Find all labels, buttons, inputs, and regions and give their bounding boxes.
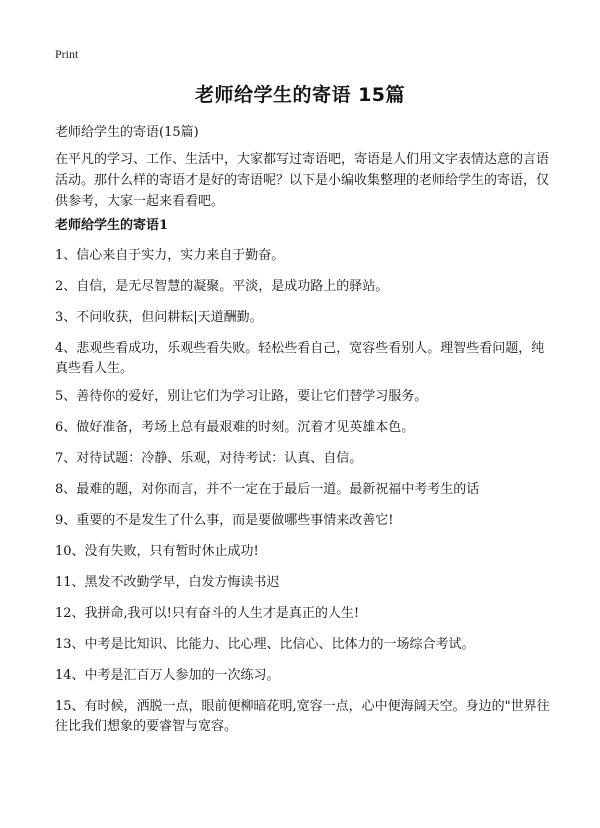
list-item: 3、不问收获，但问耕耘|天道酬勤。: [55, 310, 263, 325]
list-item: 11、黑发不改勤学早，白发方悔读书迟: [55, 575, 280, 590]
list-item: 9、重要的不是发生了什么事，而是要做哪些事情来改善它!: [55, 513, 394, 528]
list-item: 4、悲观些看成功，乐观些看失败。轻松些看自己，宽容些看别人。理智些看问题，纯真些看人生。: [55, 341, 545, 376]
list-item: 2、自信，是无尽智慧的凝聚。平淡，是成功路上的驿站。: [55, 279, 389, 294]
document-subtitle: 老师给学生的寄语(15篇): [55, 125, 199, 140]
list-item: 14、中考是汇百万人参加的一次练习。: [55, 668, 280, 683]
list-item: 6、做好准备，考场上总有最艰难的时刻。沉着才见英雄本色。: [55, 420, 415, 435]
list-item: 1、信心来自于实力，实力来自于勤奋。: [55, 248, 285, 263]
list-item: 5、善待你的爱好，别让它们为学习让路，要让它们替学习服务。: [55, 389, 428, 404]
message-list: [55, 246, 555, 745]
list-item: 15、有时候，洒脱一点，眼前便柳暗花明,宽容一点，心中便海阔天空。身边的"世界往往比我们想象的要睿智与宽容。: [55, 699, 550, 734]
print-label: Print: [55, 47, 79, 61]
list-item: 12、我拼命,我可以!只有奋斗的人生才是真正的人生!: [55, 606, 360, 621]
list-item: 13、中考是比知识、比能力、比心理、比信心、比体力的一场综合考试。: [55, 637, 475, 652]
document-title: 老师给学生的寄语 15篇: [194, 84, 406, 106]
section-heading: 老师给学生的寄语1: [55, 218, 169, 233]
list-item: 7、对待试题：冷静、乐观，对待考试：认真、自信。: [55, 451, 363, 466]
list-item: 10、没有失败，只有暂时休止成功!: [55, 544, 259, 559]
list-item: 8、最难的题，对你而言，并不一定在于最后一道。最新祝福中考考生的话: [55, 482, 480, 497]
intro-paragraph: 在平凡的学习、工作、生活中，大家都写过寄语吧，寄语是人们用文字表情达意的言语活动。那什么样的寄语才是好的寄语呢？以下是小编收集整理的老师给学生的寄语，仅供参考，大家一起来看看吧。: [55, 152, 550, 209]
